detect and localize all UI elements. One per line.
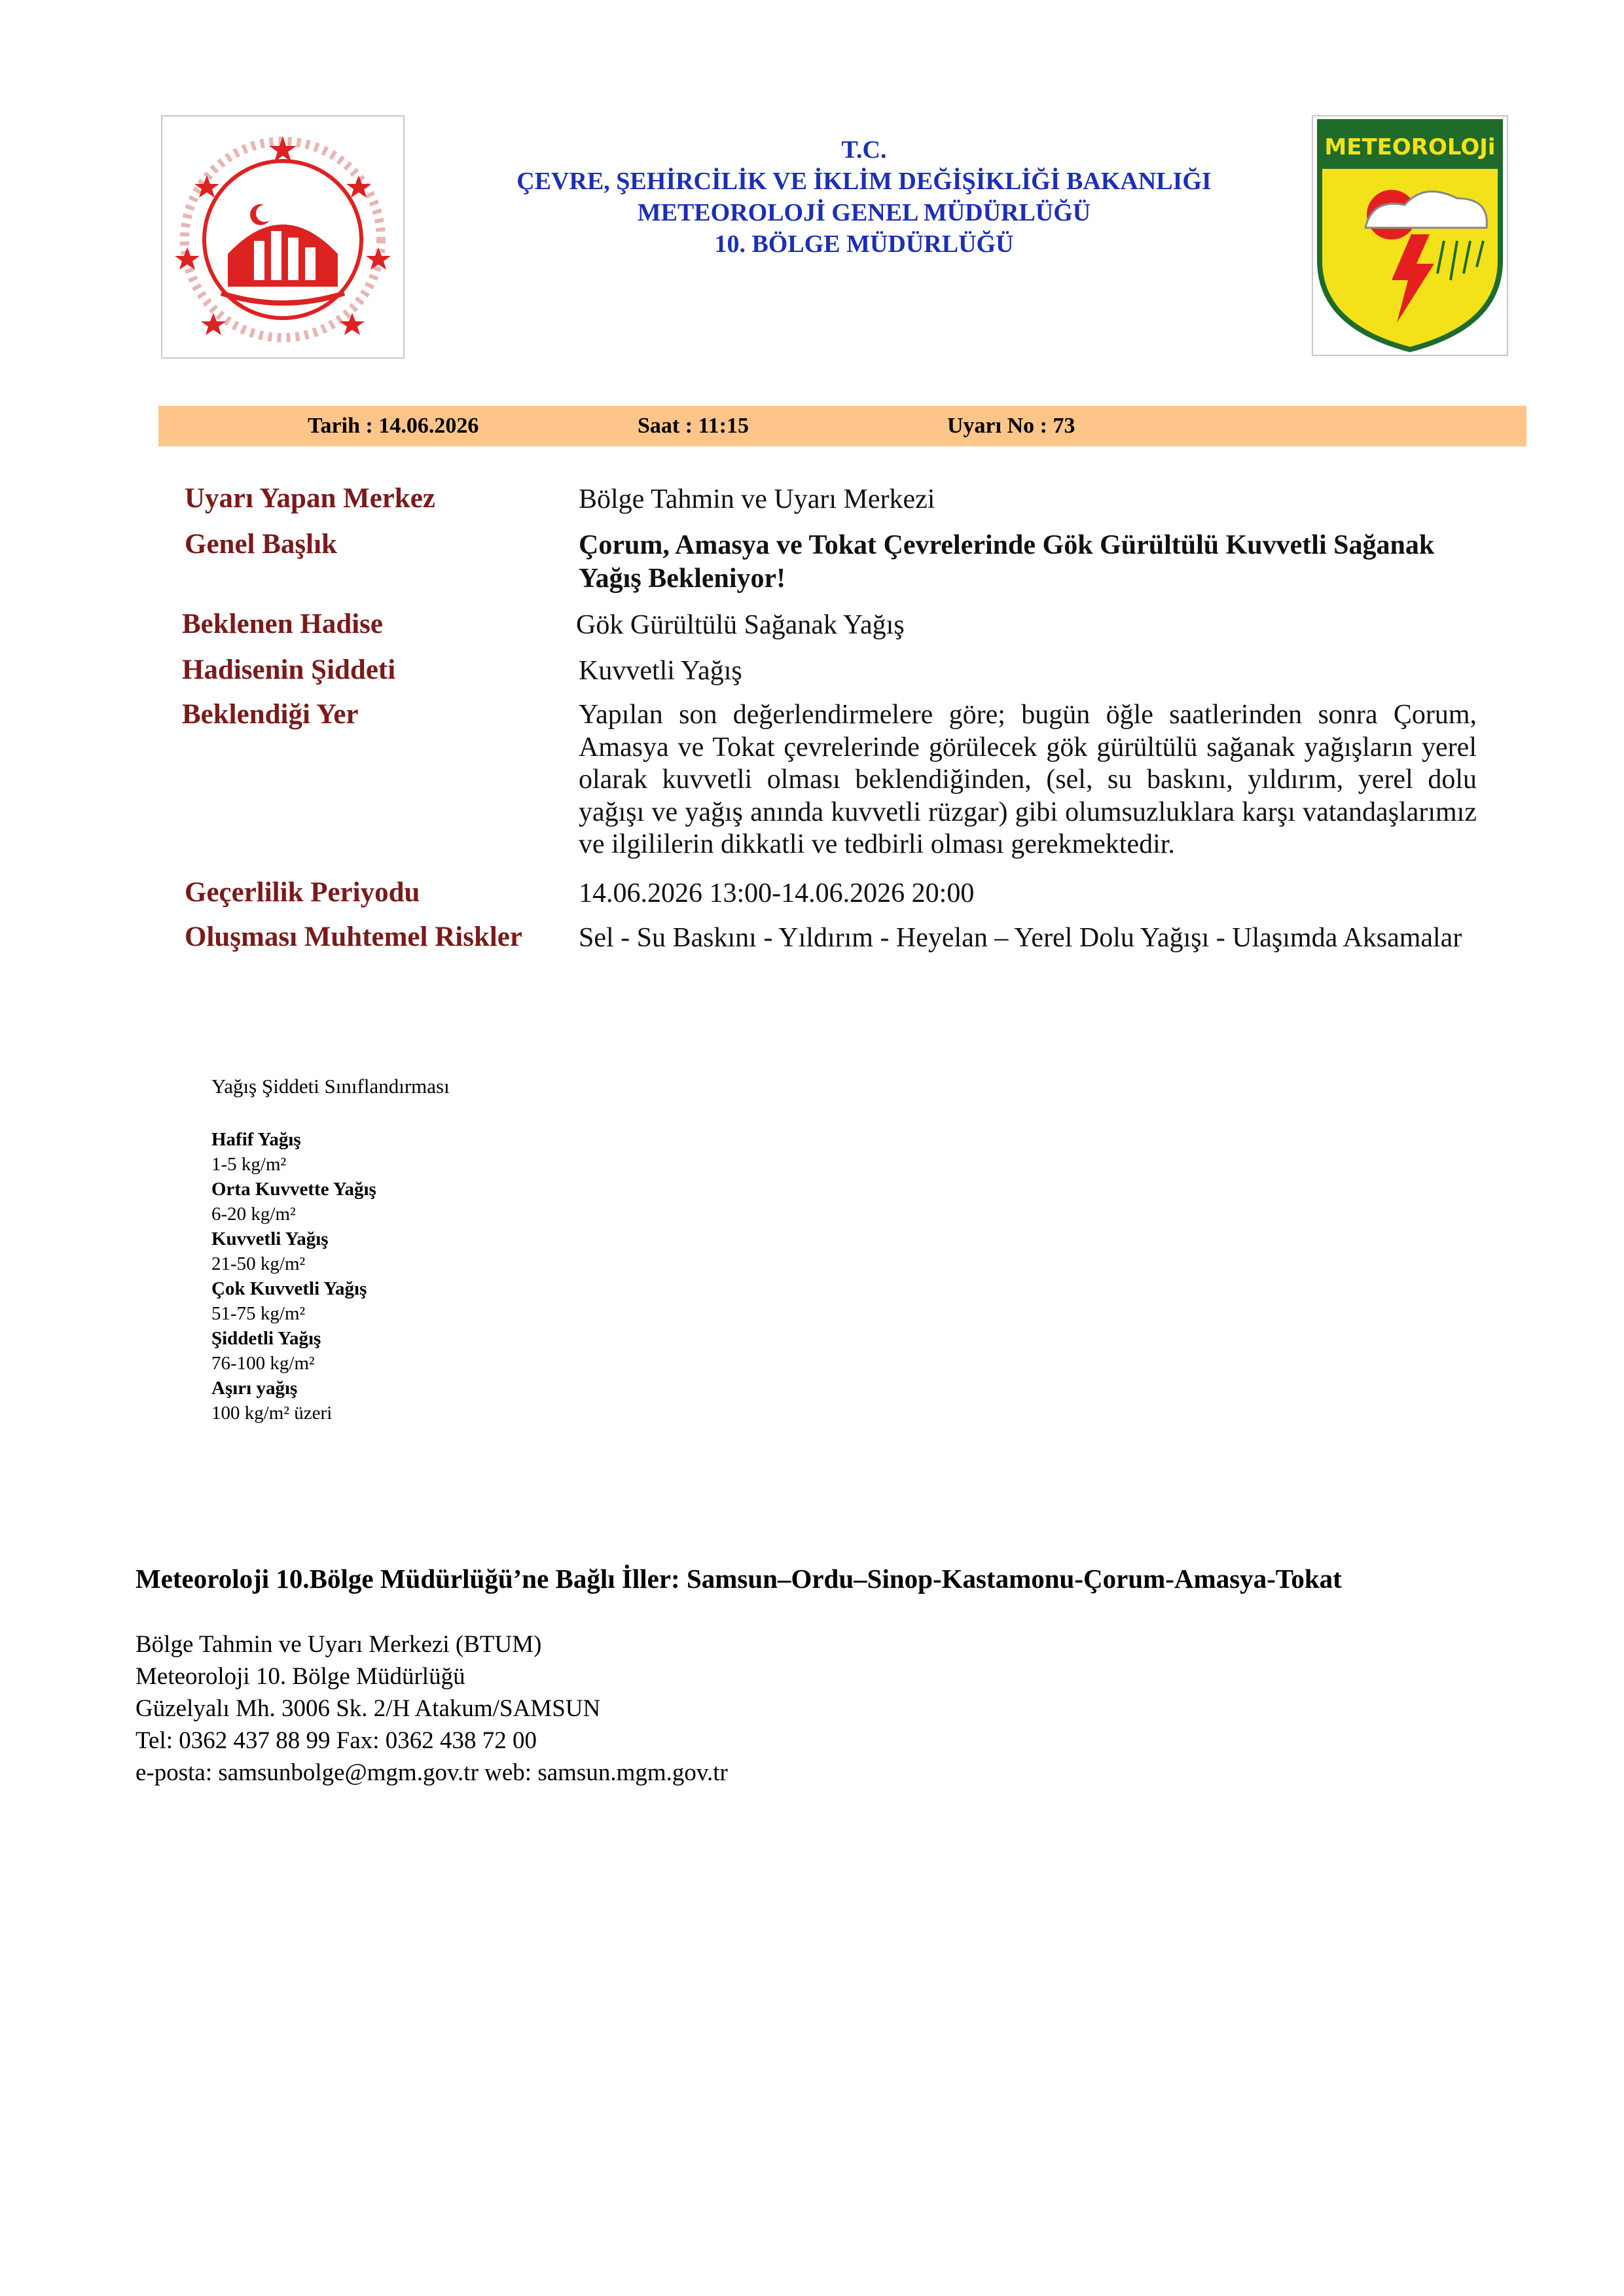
address-phone-fax: Tel: 0362 437 88 99 Fax: 0362 438 72 00 xyxy=(135,1727,537,1754)
value-uyari-yapan-merkez: Bölge Tahmin ve Uyarı Merkezi xyxy=(579,484,935,514)
classification-item-name: Şiddetli Yağış xyxy=(211,1328,321,1349)
classification-item-name: Kuvvetli Yağış xyxy=(211,1229,329,1249)
value-olusmasi-muhtemel-riskler: Sel - Su Baskını - Yıldırım - Heyelan – Yerel Dolu Yağışı - Ulaşımda Aksamalar xyxy=(579,923,1462,953)
classification-item-range: 100 kg/m² üzeri xyxy=(211,1403,333,1424)
label-beklenen-hadise: Beklenen Hadise xyxy=(182,609,384,639)
value-gecerlilik-periyodu: 14.06.2026 13:00-14.06.2026 20:00 xyxy=(579,878,975,908)
value-beklenen-hadise: Gök Gürültülü Sağanak Yağış xyxy=(576,610,905,640)
warning-meta-bar xyxy=(158,406,1526,446)
meteoroloji-shield-icon xyxy=(1313,117,1507,355)
label-gecerlilik-periyodu: Geçerlilik Periyodu xyxy=(185,877,420,908)
label-olusmasi-muhtemel-riskler: Oluşması Muhtemel Riskler xyxy=(185,922,522,952)
label-genel-baslik: Genel Başlık xyxy=(185,529,337,560)
value-beklendigi-yer: Yapılan son değerlendirmelere göre; bugün öğle saatlerinden sonra Çorum, Amasya ve Tokat çevrelerinde görülecek gök gürültülü sağanak yağışların yerel olarak kuvvetli olması beklendiğinden, (sel, su baskını, yıldırım, yerel dolu yağışı ve yağış anında kuvvetli rüzgar) gibi olumsuzluklara karşı vatandaşlarımız ve ilgililerin dikkatli ve tedbirli olması gerekmektedir. xyxy=(579,700,1477,859)
value-genel-baslik: Çorum, Amasya ve Tokat Çevrelerinde Gök Gürültülü Kuvvetli Sağanak Yağış Bekleniyor! xyxy=(579,530,1435,594)
header-line-region: 10. BÖLGE MÜDÜRLÜĞÜ xyxy=(714,230,1014,258)
classification-item-name: Çok Kuvvetli Yağış xyxy=(211,1278,367,1299)
classification-list xyxy=(211,1127,376,1426)
header-line-directorate: METEOROLOJİ GENEL MÜDÜRLÜĞÜ xyxy=(637,199,1091,226)
ministry-emblem-icon xyxy=(162,117,403,357)
classification-item-range: 1-5 kg/m² xyxy=(211,1154,287,1175)
warning-number: Uyarı No : 73 xyxy=(947,414,1075,438)
shield-logo-text: METEOROLOJi xyxy=(1324,134,1496,160)
classification-item-range: 21-50 kg/m² xyxy=(211,1253,306,1274)
address-email-web: e-posta: samsunbolge@mgm.gov.tr web: samsun.mgm.gov.tr xyxy=(135,1759,728,1786)
warning-date: Tarih : 14.06.2026 xyxy=(308,414,479,438)
classification-item-range: 76-100 kg/m² xyxy=(211,1353,315,1374)
address-line: Güzelyalı Mh. 3006 Sk. 2/H Atakum/SAMSUN xyxy=(135,1695,601,1722)
connected-provinces: Meteoroloji 10.Bölge Müdürlüğü’ne Bağlı İller: Samsun–Ordu–Sinop-Kastamonu-Çorum-Amasya-Tokat xyxy=(135,1564,1342,1594)
classification-item-name: Orta Kuvvette Yağış xyxy=(211,1179,376,1200)
meteoroloji-logo xyxy=(1312,115,1508,356)
classification-title: Yağış Şiddeti Sınıflandırması xyxy=(211,1075,450,1098)
ministry-logo xyxy=(161,115,405,359)
classification-item-name: Hafif Yağış xyxy=(211,1129,301,1150)
value-hadisenin-siddeti: Kuvvetli Yağış xyxy=(579,656,742,686)
address-line: Bölge Tahmin ve Uyarı Merkezi (BTUM) xyxy=(135,1631,542,1658)
header-title xyxy=(419,134,1309,260)
label-uyari-yapan-merkez: Uyarı Yapan Merkez xyxy=(185,483,435,514)
label-hadisenin-siddeti: Hadisenin Şiddeti xyxy=(182,655,396,685)
contact-address xyxy=(135,1628,728,1789)
classification-item-range: 6-20 kg/m² xyxy=(211,1204,296,1225)
classification-item-range: 51-75 kg/m² xyxy=(211,1303,306,1324)
header-line-tc: T.C. xyxy=(841,136,887,164)
label-beklendigi-yer: Beklendiği Yer xyxy=(182,699,359,730)
header-line-ministry: ÇEVRE, ŞEHİRCİLİK VE İKLİM DEĞİŞİKLİĞİ BAKANLIĞI xyxy=(516,168,1212,195)
classification-item-name: Aşırı yağış xyxy=(211,1378,298,1399)
address-line: Meteoroloji 10. Bölge Müdürlüğü xyxy=(135,1663,465,1690)
warning-time: Saat : 11:15 xyxy=(638,414,749,438)
